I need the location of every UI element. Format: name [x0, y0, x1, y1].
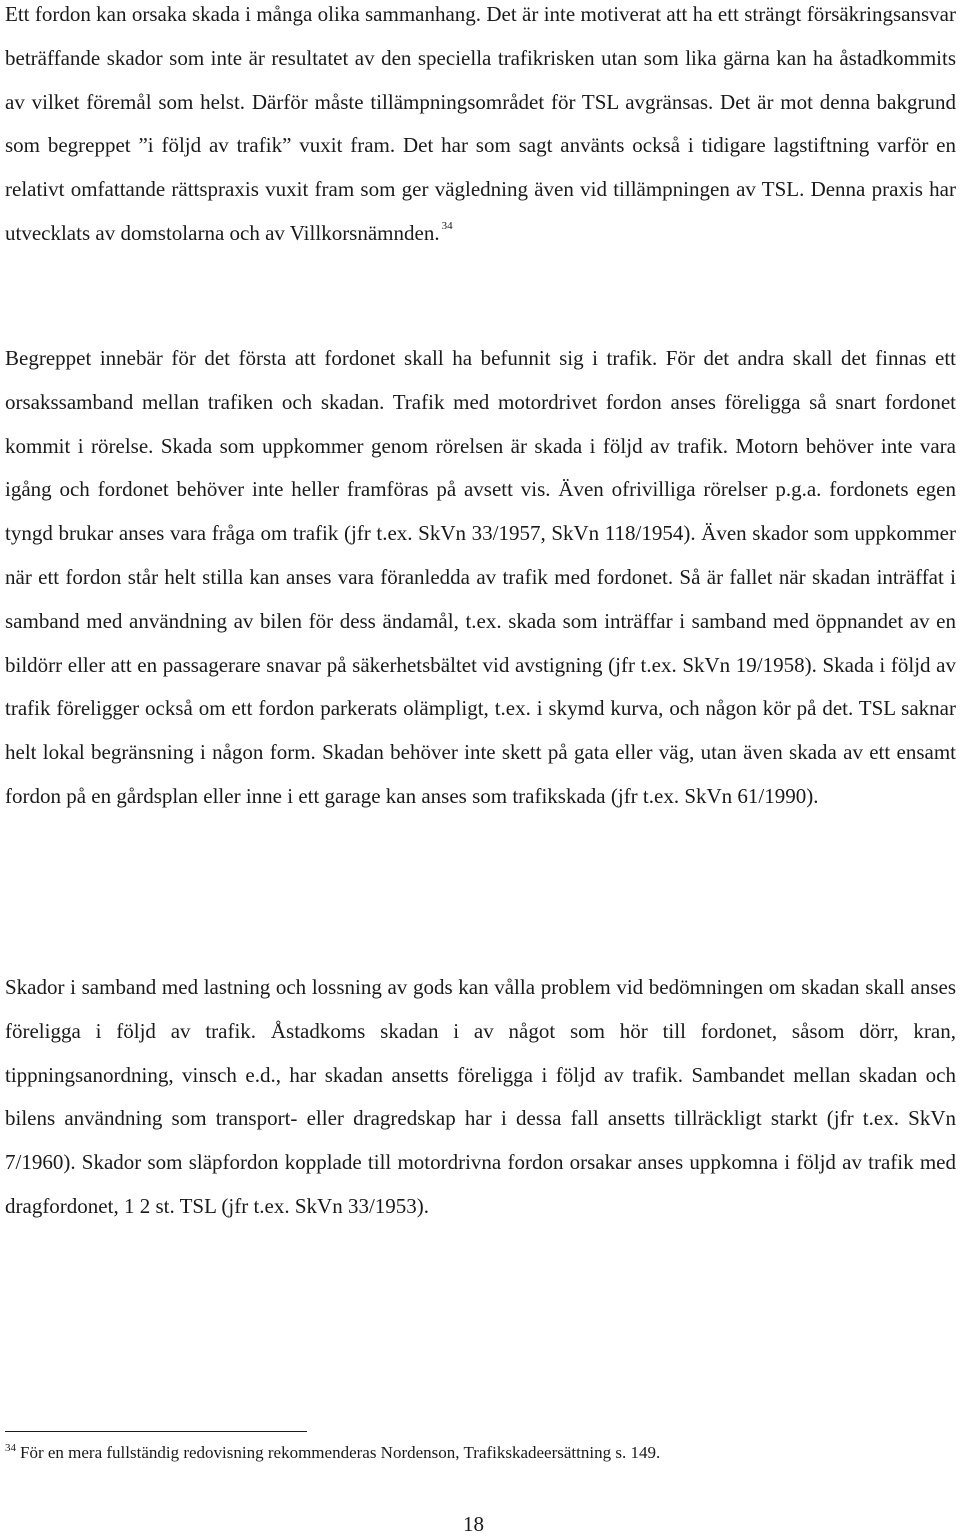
- footnote-separator: [5, 1431, 307, 1432]
- footnote: [5, 1441, 956, 1467]
- body-paragraph: [5, 337, 956, 819]
- body-paragraph: [5, 966, 956, 1229]
- paragraph-text: Ett fordon kan orsaka skada i många olika sammanhang. Det är inte motiverat att ha ett strängt försäkringsansvar beträffande skador som inte är resultatet av den speciella trafikrisken utan som lika gärna kan ha åstadkommits av vilket föremål som helst. Därför måste tillämpningsområdet för TSL avgränsas. Det är mot denna bakgrund som begreppet ”i följd av trafik” vuxit fram. Det har som sagt använts också i tidigare lagstiftning varför en relativt omfattande rättspraxis vuxit fram som ger vägledning även vid tillämpningen av TSL. Denna praxis har utvecklats av domstolarna och av Villkorsnämnden.: [5, 2, 956, 245]
- footnote-reference: 34: [441, 219, 453, 232]
- footnote-text: För en mera fullständig redovisning rekommenderas Nordenson, Trafikskadeersättning s. 149.: [20, 1443, 661, 1462]
- paragraph-text: Skador i samband med lastning och lossning av gods kan vålla problem vid bedömningen om skadan skall anses föreligga i följd av trafik. Åstadkoms skadan i av något som hör till fordonet, såsom dörr, kran, tippningsanordning, vinsch e.d., har skadan ansetts föreligga i följd av trafik. Sambandet mellan skadan och bilens användning som transport- eller dragredskap har i dessa fall ansetts tillräckligt starkt (jfr t.ex. SkVn 7/1960). Skador som släpfordon kopplade till motordrivna fordon orsakar anses uppkomna i följd av trafik med dragfordonet, 1 2 st. TSL (jfr t.ex. SkVn 33/1953).: [5, 975, 956, 1218]
- footnote-number: 34: [5, 1442, 16, 1454]
- body-paragraph: [5, 0, 956, 260]
- page-number: 18: [463, 1512, 484, 1536]
- paragraph-text: Begreppet innebär för det första att fordonet skall ha befunnit sig i trafik. För det andra skall det finnas ett orsakssamband mellan trafiken och skadan. Trafik med motordrivet fordon anses föreligga så snart fordonet kommit i rörelse. Skada som uppkommer genom rörelsen är skada i följd av trafik. Motorn behöver inte vara igång och fordonet behöver inte heller framföras på avsett vis. Även ofrivilliga rörelser p.g.a. fordonets egen tyngd brukar anses vara fråga om trafik (jfr t.ex. SkVn 33/1957, SkVn 118/1954). Även skador som uppkommer när ett fordon står helt stilla kan anses vara föranledda av trafik med fordonet. Så är fallet när skadan inträffat i samband med användning av bilen för dess ändamål, t.ex. skada som inträffar i samband med öppnandet av en bildörr eller att en passagerare snavar på säkerhetsbältet vid avstigning (jfr t.ex. SkVn 19/1958). Skada i följd av trafik föreligger också om ett fordon parkerats olämpligt, t.ex. i skymd kurva, och någon kör på det. TSL saknar helt lokal begränsning i någon form. Skadan behöver inte skett på gata eller väg, utan även skada av ett ensamt fordon på en gårdsplan eller inne i ett garage kan anses som trafikskada (jfr t.ex. SkVn 61/1990).: [5, 346, 956, 808]
